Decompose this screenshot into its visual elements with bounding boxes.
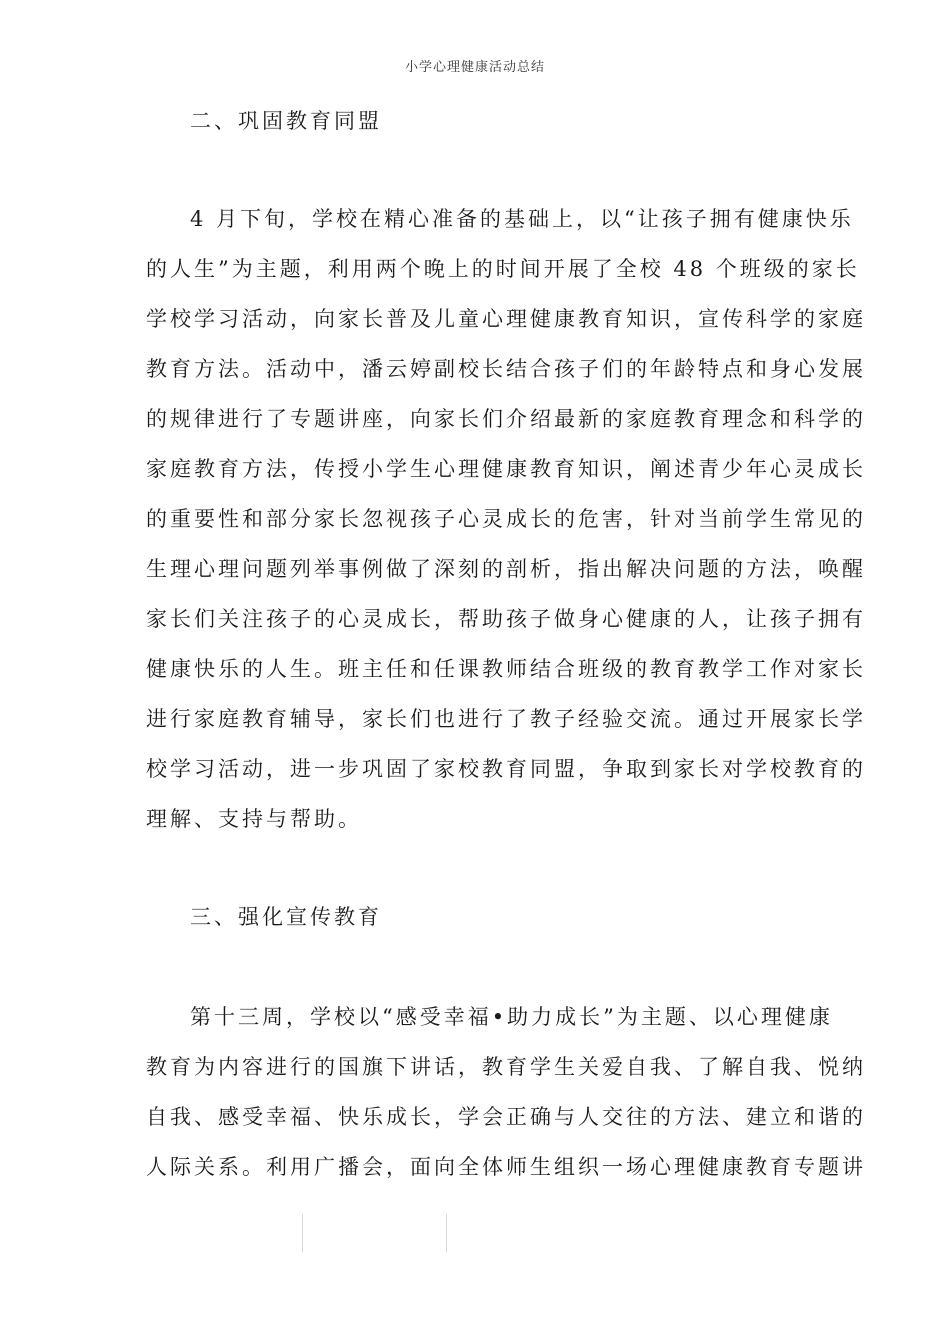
paragraph-line: 理解、支持与帮助。	[146, 807, 362, 831]
section-3-paragraph	[146, 1002, 866, 1202]
paragraph-line: 的人生”为主题，利用两个晚上的时间开展了全校 48 个班级的家长	[146, 257, 860, 281]
paragraph-line: 人际关系。利用广播会，面向全体师生组织一场心理健康教育专题讲	[146, 1155, 866, 1179]
paragraph-line: 家长们关注孩子的心灵成长，帮助孩子做身心健康的人，让孩子拥有	[146, 607, 866, 631]
paragraph-line: 第十三周，学校以“感受幸福•助力成长”为主题、以心理健康	[190, 1005, 833, 1029]
section-2-paragraph	[146, 204, 866, 854]
paragraph-line: 校学习活动，进一步巩固了家校教育同盟，争取到家长对学校教育的	[146, 757, 866, 781]
section-heading-2: 二、巩固教育同盟	[190, 109, 382, 133]
paragraph-line: 生理心理问题列举事例做了深刻的剖析，指出解决问题的方法，唤醒	[146, 557, 866, 581]
paragraph-line: 进行家庭教育辅导，家长们也进行了教子经验交流。通过开展家长学	[146, 707, 866, 731]
paragraph-line: 的重要性和部分家长忽视孩子心灵成长的危害，针对当前学生常见的	[146, 507, 866, 531]
paragraph-line: 教育为内容进行的国旗下讲话，教育学生关爱自我、了解自我、悦纳	[146, 1055, 866, 1079]
footer-divider-left	[302, 1214, 303, 1252]
paragraph-line: 家庭教育方法，传授小学生心理健康教育知识，阐述青少年心灵成长	[146, 457, 866, 481]
paragraph-line: 健康快乐的人生。班主任和任课教师结合班级的教育教学工作对家长	[146, 657, 866, 681]
paragraph-line: 4 月下旬，学校在精心准备的基础上，以“让孩子拥有健康快乐	[190, 207, 854, 231]
paragraph-line: 学校学习活动，向家长普及儿童心理健康教育知识，宣传科学的家庭	[146, 307, 866, 331]
footer-divider-right	[446, 1214, 447, 1252]
paragraph-line: 自我、感受幸福、快乐成长，学会正确与人交往的方法、建立和谐的	[146, 1105, 866, 1129]
running-header: 小学心理健康活动总结	[404, 60, 545, 75]
paragraph-line: 教育方法。活动中，潘云婷副校长结合孩子们的年龄特点和身心发展	[146, 357, 866, 381]
paragraph-line: 的规律进行了专题讲座，向家长们介绍最新的家庭教育理念和科学的	[146, 407, 866, 431]
section-heading-3: 三、强化宣传教育	[190, 905, 382, 929]
